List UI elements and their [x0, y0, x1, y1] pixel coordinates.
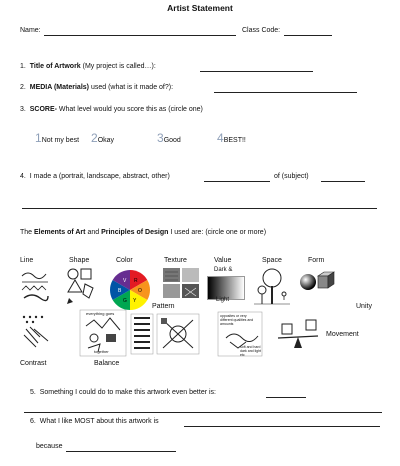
question-5 — [30, 389, 216, 396]
contrast-example-image — [20, 313, 52, 349]
score-4-label: BEST!! — [223, 137, 246, 144]
q6-text: What I like MOST about this artwork is — [39, 418, 159, 425]
q5-number: 5. — [30, 389, 36, 396]
rhythm-example-image — [131, 314, 153, 354]
score-4-number: 4 — [217, 131, 224, 145]
texture-example-image — [163, 268, 199, 298]
principle-contrast[interactable]: Contrast — [20, 360, 47, 367]
class-code-label: Class Code: — [242, 27, 281, 34]
class-code-field[interactable] — [284, 35, 332, 36]
media-field[interactable] — [214, 92, 357, 93]
score-1-label: Not my best — [41, 137, 80, 144]
value-dark-label: Dark & — [214, 267, 233, 273]
opposites-caption: opposites or very different qualities and amounts — [220, 314, 254, 326]
question-3 — [20, 106, 203, 113]
score-option-3[interactable] — [157, 131, 181, 145]
intro-and: and — [85, 229, 102, 236]
question-2 — [20, 84, 173, 91]
q1-title: Title of Artwork — [29, 63, 81, 70]
type-field[interactable] — [204, 181, 270, 182]
question-6 — [30, 418, 159, 425]
form-example-image — [298, 270, 336, 298]
intro-principles: Principles of Design — [101, 229, 169, 236]
subject-field-1[interactable] — [321, 181, 365, 182]
wheel-letter-y: Y — [133, 298, 137, 304]
wheel-letter-r: R — [134, 278, 138, 284]
space-example-image — [254, 266, 290, 306]
because-label: because — [36, 443, 63, 450]
principle-movement[interactable]: Movement — [326, 331, 359, 338]
name-label: Name: — [20, 27, 41, 34]
variety-caption: everything goes — [86, 311, 115, 316]
intro-prefix: The — [20, 229, 35, 236]
like-field[interactable] — [184, 426, 380, 427]
wheel-letter-b: B — [118, 288, 122, 294]
q1-number: 1. — [20, 63, 26, 70]
q2-number: 2. — [20, 84, 26, 91]
element-color[interactable]: Color — [116, 257, 133, 264]
name-field[interactable] — [44, 35, 236, 36]
q3-number: 3. — [20, 106, 26, 113]
score-option-1[interactable] — [35, 131, 79, 145]
q2-title: MEDIA (Materials) — [29, 84, 89, 91]
question-4 — [20, 173, 170, 180]
line-example-image — [20, 268, 50, 302]
element-form[interactable]: Form — [308, 257, 325, 264]
q3-title: SCORE- — [29, 106, 57, 113]
score-2-label: Okay — [97, 137, 115, 144]
element-line[interactable]: Line — [20, 257, 34, 264]
elements-intro — [20, 229, 266, 236]
q4-text: I made a (portrait, landscape, abstract, other) — [29, 173, 170, 180]
principle-balance[interactable]: Balance — [94, 360, 120, 367]
score-2-number: 2 — [91, 131, 98, 145]
movement-example-image — [276, 318, 320, 350]
title-field[interactable] — [200, 71, 313, 72]
score-3-label: Good — [163, 137, 181, 144]
score-1-number: 1 — [35, 131, 42, 145]
score-3-number: 3 — [157, 131, 164, 145]
color-wheel-image — [108, 268, 152, 312]
intro-elements: Elements of Art — [34, 229, 86, 236]
page-title: Artist Statement — [167, 3, 233, 13]
intro-rest: I used are: (circle one or more) — [168, 229, 267, 236]
wheel-letter-g: G — [123, 298, 127, 304]
q5-text: Something I could do to make this artwork even better is: — [39, 389, 216, 396]
element-shape[interactable]: Shape — [69, 257, 90, 264]
grid-example-image — [157, 314, 199, 354]
element-texture[interactable]: Texture — [164, 257, 187, 264]
question-1 — [20, 63, 156, 70]
principle-pattern[interactable]: Pattern — [152, 303, 175, 310]
wheel-letter-o: O — [138, 288, 142, 294]
q2-text: used (what is it made of?): — [89, 84, 174, 91]
improve-field-1[interactable] — [266, 397, 306, 398]
together-caption: together — [94, 349, 109, 354]
q4-subject-label: of (subject) — [274, 173, 309, 180]
shape-example-image — [63, 266, 97, 306]
wheel-letter-v: V — [123, 278, 127, 284]
subject-field-2[interactable] — [22, 208, 377, 209]
q1-text: (My project is called…): — [80, 63, 156, 70]
q3-text: What level would you score this as (circle one) — [56, 106, 203, 113]
value-light-label: Light — [216, 297, 230, 303]
because-field[interactable] — [66, 451, 176, 452]
soft-caption: soft and hard dark and light etc — [240, 345, 262, 357]
principle-unity[interactable]: Unity — [356, 303, 372, 310]
q6-number: 6. — [30, 418, 36, 425]
q4-number: 4. — [20, 173, 26, 180]
score-option-2[interactable] — [91, 131, 114, 145]
improve-field-2[interactable] — [24, 412, 382, 413]
element-value[interactable]: Value — [214, 257, 232, 264]
score-option-4[interactable] — [217, 131, 246, 145]
element-space[interactable]: Space — [262, 257, 282, 264]
